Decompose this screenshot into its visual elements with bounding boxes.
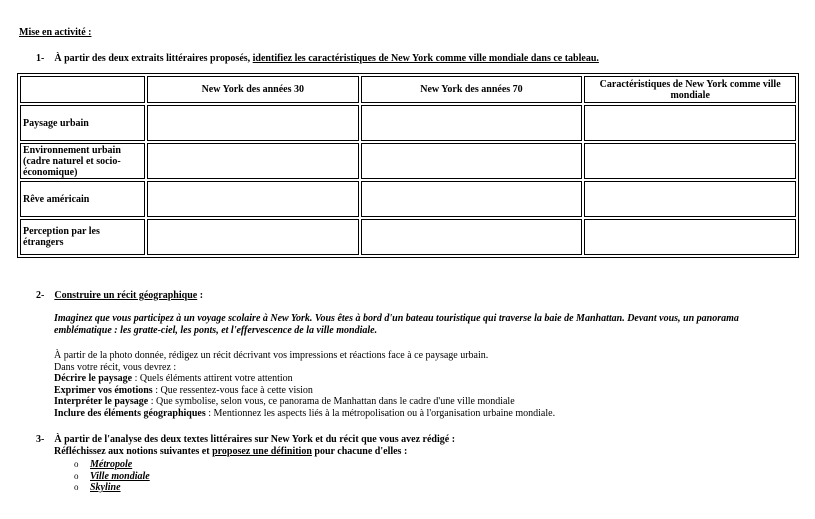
- question-3-number: 3-: [36, 434, 45, 445]
- task-text: : Que ressentez-vous face à cette vision: [152, 384, 313, 396]
- list-item: [74, 482, 150, 494]
- question-2-title: Construire un récit géographique: [54, 290, 198, 301]
- instruction-line: À partir de la photo donnée, rédigez un récit décrivant vos impressions et réactions face à ce paysage urbain.: [54, 350, 489, 361]
- table-cell: [147, 219, 359, 255]
- table-header-cell: New York des années 70: [361, 76, 583, 103]
- list-item: [74, 471, 150, 483]
- table-cell: [147, 143, 359, 179]
- question-2: [36, 290, 203, 301]
- question-1-number: 1-: [36, 53, 45, 64]
- table-cell: [584, 143, 796, 179]
- table-cell: [361, 181, 583, 217]
- task-text: : Mentionnez les aspects liés à la métropolisation ou à l'organisation urbaine mondiale.: [205, 407, 556, 419]
- task-text: : Que symbolise, selon vous, ce panorama de Manhattan dans le cadre d'une ville mondiale: [148, 396, 515, 407]
- row-label: Perception par les étrangers: [20, 219, 145, 255]
- bullet-icon: o: [74, 470, 79, 481]
- bullet-icon: o: [74, 482, 79, 492]
- task-item: [54, 396, 555, 408]
- question-3-text: Réfléchissez aux notions suivantes et: [54, 446, 213, 457]
- heading: Mise en activité :: [19, 27, 92, 38]
- scenario-text: Imaginez que vous participez à un voyage scolaire à New York. Vous êtes à bord d'un bateau touristique qui traverse la baie de Manhattan. Devant vous, un panorama emblématique : les gratte-ciel, les ponts, et l'effervescence de la ville mondiale.: [54, 313, 739, 336]
- question-3-line-2: [36, 446, 455, 458]
- instructions-block: [54, 350, 555, 419]
- question-3-text: pour chacune d'elles :: [311, 446, 408, 457]
- question-1-text: À partir des deux extraits littéraires proposés,: [54, 53, 253, 64]
- question-3-line-1: [36, 434, 455, 446]
- bullet-icon: o: [74, 459, 79, 469]
- question-3-instruction: proposez une définition: [212, 446, 312, 457]
- table-cell: [147, 181, 359, 217]
- task-item: [54, 385, 555, 397]
- question-1: [36, 53, 599, 64]
- row-label: Rêve américain: [20, 181, 145, 217]
- task-label: Inclure des éléments géographiques: [54, 407, 206, 419]
- table-header-cell: New York des années 30: [147, 76, 359, 103]
- task-label: Interpréter le paysage: [54, 396, 149, 407]
- question-3: [36, 434, 455, 458]
- table-cell: [584, 105, 796, 141]
- term: Skyline: [90, 482, 121, 493]
- task-text: : Quels éléments attirent votre attention: [132, 373, 293, 384]
- table-cell: [361, 143, 583, 179]
- table-header-cell: Caractéristiques de New York comme ville mondiale: [584, 76, 796, 103]
- task-item: [54, 373, 555, 385]
- table-row: [20, 143, 796, 179]
- terms-list: [74, 459, 150, 494]
- table-row: [20, 181, 796, 217]
- task-label: Exprimer vos émotions: [54, 384, 153, 396]
- characteristics-table: [17, 73, 799, 258]
- question-2-number: 2-: [36, 290, 45, 301]
- question-3-text: À partir de l'analyse des deux textes littéraires sur New York et du récit que vous avez rédigé :: [54, 434, 456, 445]
- question-2-suffix: :: [197, 290, 204, 301]
- row-label: Paysage urbain: [20, 105, 145, 141]
- table-cell: [361, 105, 583, 141]
- table-row: [20, 105, 796, 141]
- task-item: [54, 408, 555, 420]
- table-cell: [584, 181, 796, 217]
- table-row: [20, 219, 796, 255]
- table-cell: [361, 219, 583, 255]
- table-header-row: [20, 76, 796, 103]
- term: Métropole: [90, 459, 133, 470]
- row-label: Environnement urbain (cadre naturel et socio-économique): [20, 143, 145, 179]
- task-label: Décrire le paysage: [54, 373, 133, 384]
- table-header-corner: [20, 76, 145, 103]
- instruction-line: Dans votre récit, vous devrez :: [54, 361, 177, 373]
- table-cell: [584, 219, 796, 255]
- table-cell: [147, 105, 359, 141]
- list-item: [74, 459, 150, 471]
- question-1-instruction: identifiez les caractéristiques de New York comme ville mondiale dans ce tableau.: [252, 53, 599, 64]
- term: Ville mondiale: [90, 470, 150, 482]
